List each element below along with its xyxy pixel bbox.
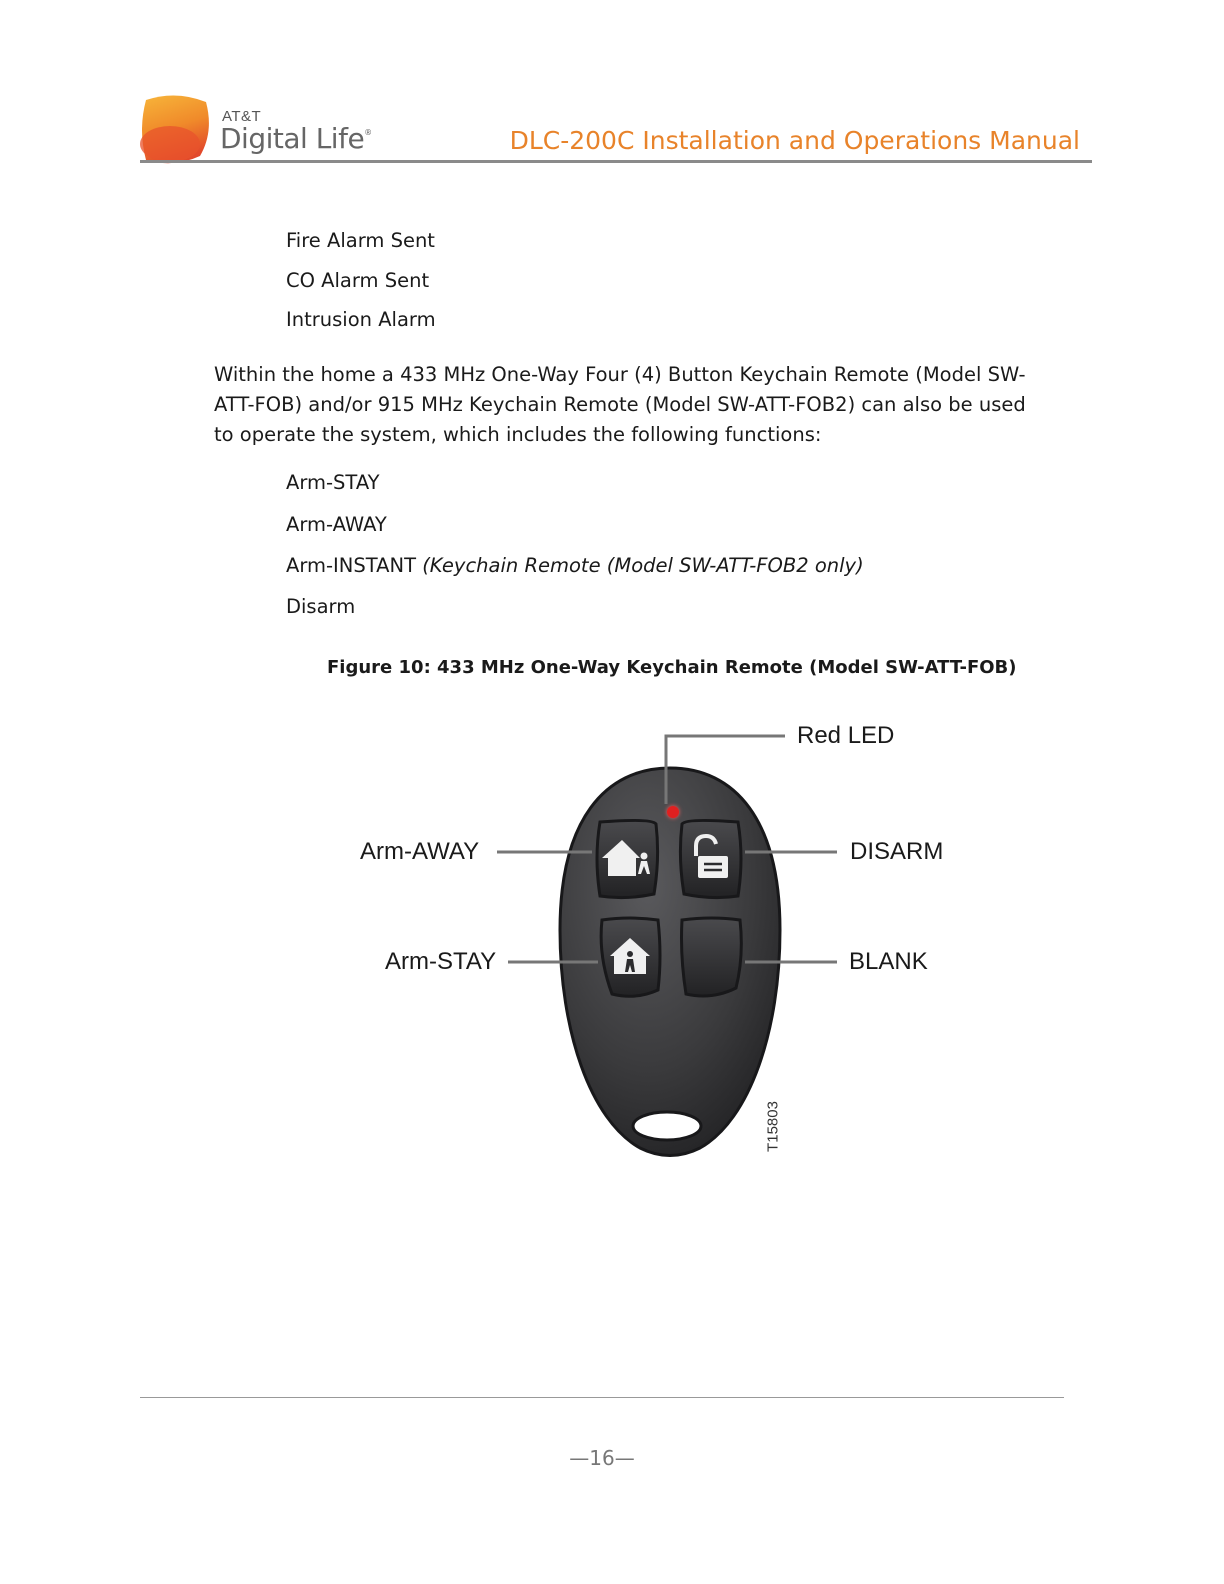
keychain-remote-figure [340,700,980,1200]
page-number: —16— [569,1446,635,1470]
paragraph-line: ATT-FOB) and/or 915 MHz Keychain Remote (Model SW-ATT-FOB2) can also be used [214,393,1026,416]
callout-disarm: DISARM [850,838,944,865]
figure-ref-code: T15803 [764,1101,782,1152]
paragraph-line: to operate the system, which includes the following functions: [214,423,822,446]
paragraph-line: Within the home a 433 MHz One-Way Four (4) Button Keychain Remote (Model SW- [214,363,1026,386]
callout-arm-away: Arm-AWAY [360,838,480,865]
body-paragraph [214,360,1064,450]
header-divider [140,160,1092,163]
registered-mark: ® [364,128,372,137]
list-item-intrusion-alarm: Intrusion Alarm [286,308,436,331]
footer-divider [140,1397,1064,1398]
arm-stay-button [596,916,662,1000]
arm-instant-note: (Keychain Remote (Model SW-ATT-FOB2 only) [422,554,864,577]
list-item-arm-away: Arm-AWAY [286,513,387,536]
list-item-disarm: Disarm [286,595,356,618]
arm-instant-label: Arm-INSTANT [286,554,416,577]
figure-caption: Figure 10: 433 MHz One-Way Keychain Remote (Model SW-ATT-FOB) [327,657,1017,678]
digital-life-logo-icon [140,94,212,164]
document-title: DLC-200C Installation and Operations Manual [509,126,1080,155]
blank-button [678,916,746,1000]
brand-name [220,122,372,155]
callout-red-led: Red LED [797,722,895,749]
callout-blank: BLANK [849,948,928,975]
list-item-fire-alarm: Fire Alarm Sent [286,229,435,252]
list-item-arm-instant [286,554,864,577]
list-item-arm-stay: Arm-STAY [286,471,380,494]
red-led-icon [667,806,679,818]
brand-top-text: AT&T [222,108,262,125]
callout-arm-stay: Arm-STAY [385,948,497,975]
arm-away-button [592,818,660,900]
list-item-co-alarm: CO Alarm Sent [286,269,430,292]
disarm-button [678,818,746,900]
brand-name-text: Digital Life [220,122,365,155]
